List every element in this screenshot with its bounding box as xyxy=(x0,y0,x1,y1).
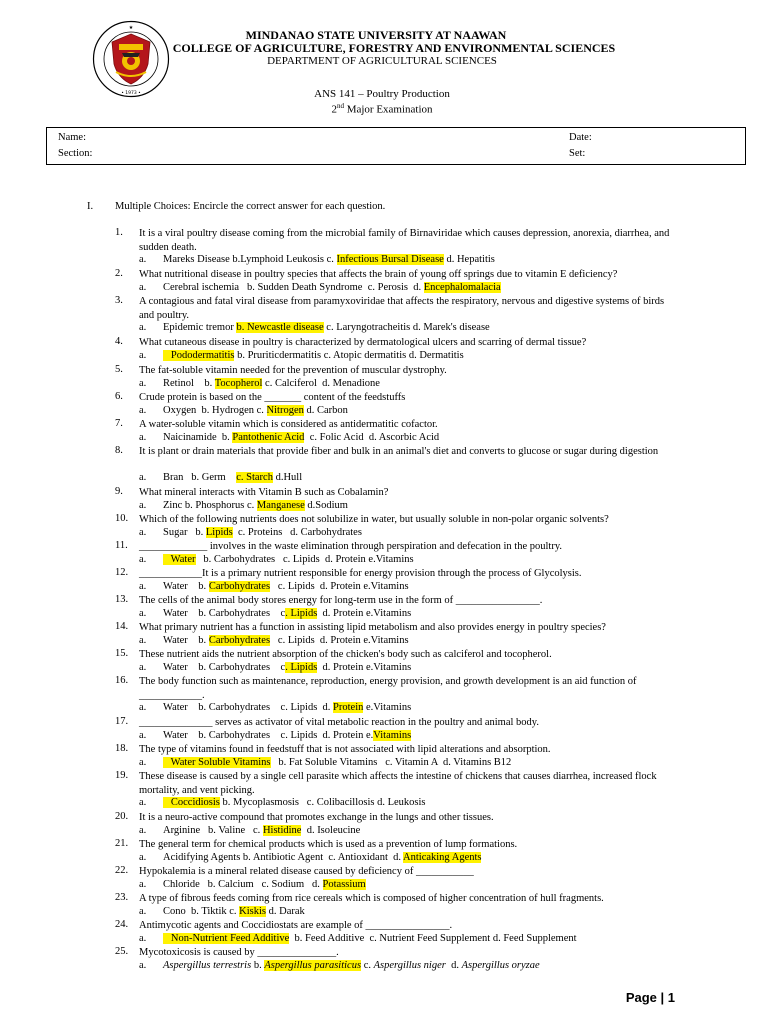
question-number: 17. xyxy=(115,716,129,727)
question-text: What primary nutrient has a function in assisting lipid metabolism and also provides energy in poultry species? xyxy=(139,622,606,633)
option-letter: a. xyxy=(139,702,147,713)
option-text: b. Fat Soluble Vitamins c. Vitamin A d. Vitamins B12 xyxy=(270,756,512,768)
question-text: ____________It is a primary nutrient responsible for energy provision through the process of Glycolysis. xyxy=(139,568,582,579)
question-number: 16. xyxy=(115,675,129,686)
option-letter: a. xyxy=(139,281,147,293)
question-text: The general term for chemical products which is used as a prevention of lump formations. xyxy=(139,839,518,850)
question-number: 10. xyxy=(115,513,129,524)
option-text: d. Hepatitis xyxy=(443,254,495,265)
page-number: Page | 1 xyxy=(625,990,675,1005)
option-text: b. xyxy=(251,959,265,971)
highlighted-answer[interactable]: c. Starch xyxy=(236,472,273,483)
option-text: Aspergillus oryzae xyxy=(461,959,540,971)
option-text: Water b. Carbohydrates c xyxy=(163,661,286,673)
exam-title: 2nd Major Examination xyxy=(331,102,433,116)
option-text: c. Calciferol d. Menadione xyxy=(262,377,380,389)
question-number: 13. xyxy=(115,594,129,605)
option-letter: a. xyxy=(139,932,147,944)
highlighted-answer[interactable]: Water xyxy=(163,553,196,565)
svg-text:• 1973 •: • 1973 • xyxy=(121,91,141,96)
answer-options[interactable] xyxy=(139,527,362,538)
option-text: d. Isoleucine xyxy=(301,824,361,836)
course-title: ANS 141 – Poultry Production xyxy=(314,88,450,100)
option-letter: a. xyxy=(139,959,147,971)
college-name: COLLEGE OF AGRICULTURE, FORESTRY AND ENVIRONMENTAL SCIENCES xyxy=(172,41,616,55)
option-text: d. Protein e.Vitamins xyxy=(317,607,412,619)
question-text: Antimycotic agents and Coccidiostats are example of ________________. xyxy=(139,920,453,931)
question-text: It is a neuro-active compound that promotes exchange in the lungs and other tissues. xyxy=(139,812,494,823)
option-text: Bran b. Germ xyxy=(163,472,237,483)
question-number: 5. xyxy=(115,364,123,375)
option-text: Water b. Carbohydrates c. Lipids d. Protein e. xyxy=(163,729,374,741)
option-letter: a. xyxy=(139,349,147,361)
option-text: b. Carbohydrates c. Lipids d. Protein e.Vitamins xyxy=(195,553,414,565)
highlighted-answer[interactable]: Protein xyxy=(333,702,364,713)
option-text: Chloride b. Calcium c. Sodium d. xyxy=(163,878,323,890)
question-text: It is plant or drain materials that provide fiber and bulk in an animal's diet and converts to glucose or sugar during digestion xyxy=(139,446,659,457)
question-number: 15. xyxy=(115,648,129,659)
answer-options[interactable] xyxy=(139,322,490,333)
option-letter: a. xyxy=(139,905,147,917)
department-name: DEPARTMENT OF AGRICULTURAL SCIENCES xyxy=(267,55,497,67)
question-number: 20. xyxy=(115,811,129,822)
highlighted-answer[interactable]: Tocopherol xyxy=(214,377,263,389)
question-text: What nutritional disease in poultry species that affects the brain of young off springs due to vitamin E deficiency? xyxy=(139,269,618,280)
question-number: 23. xyxy=(115,892,129,903)
highlighted-answer[interactable]: Carbohydrates xyxy=(208,634,271,646)
option-letter: a. xyxy=(139,377,147,389)
option-text: d.Hull xyxy=(272,472,303,483)
option-text: Cono b. Tiktik c. xyxy=(163,905,240,917)
option-text: Aspergillus niger xyxy=(373,959,446,971)
option-text: d.Sodium xyxy=(304,499,348,511)
answer-options[interactable] xyxy=(139,378,380,389)
option-text: c. Proteins d. Carbohydrates xyxy=(232,526,362,538)
student-info-box xyxy=(46,127,746,165)
question-text: Mycotoxicosis is caused by _______________. xyxy=(139,947,339,958)
option-text: e.Vitamins xyxy=(363,702,412,713)
question-number: 3. xyxy=(115,295,123,306)
question-number: 12. xyxy=(115,567,129,578)
question-number: 24. xyxy=(115,919,129,930)
option-text: Aspergillus terrestris xyxy=(163,959,252,971)
option-letter: a. xyxy=(139,878,147,890)
option-text: Epidemic tremor xyxy=(163,322,237,333)
answer-options[interactable] xyxy=(139,350,464,361)
answer-options[interactable] xyxy=(139,432,439,443)
option-text: Naicinamide b. xyxy=(163,431,233,443)
question-number: 22. xyxy=(115,865,129,876)
highlighted-answer[interactable]: Aspergillus parasiticus xyxy=(264,959,362,971)
highlighted-answer[interactable]: Vitamins xyxy=(373,729,412,741)
option-text: d. Protein e.Vitamins xyxy=(317,661,412,673)
svg-text:★: ★ xyxy=(128,25,134,31)
highlighted-answer[interactable]: Potassium xyxy=(322,878,366,890)
highlighted-answer[interactable]: Pantothenic Acid xyxy=(232,431,305,443)
option-text: d. Darak xyxy=(266,905,305,917)
option-letter: a. xyxy=(139,634,147,646)
question-text: The cells of the animal body stores energy for long-term use in the form of ________________. xyxy=(139,595,543,606)
question-number: 8. xyxy=(115,445,123,456)
question-number: 7. xyxy=(115,418,123,429)
question-text: Hypokalemia is a mineral related disease caused by deficiency of ___________ xyxy=(139,866,474,877)
option-text: Arginine b. Valine c. xyxy=(163,824,263,836)
section-instruction: Multiple Choices: Encircle the correct answer for each question. xyxy=(115,201,386,212)
date-label: Date: xyxy=(569,132,592,143)
question-number: 19. xyxy=(115,770,129,781)
highlighted-answer[interactable]: Non-Nutrient Feed Additive xyxy=(163,932,290,944)
question-number: 1. xyxy=(115,227,123,238)
highlighted-answer[interactable]: Coccidiosis xyxy=(163,797,220,808)
option-text: Oxygen b. Hydrogen c. xyxy=(163,404,267,416)
question-text: It is a viral poultry disease coming from the microbial family of Birnaviridae which causes depression, anorexia, diarrhea, and sudden death. xyxy=(139,228,670,253)
option-letter: a. xyxy=(139,797,147,808)
highlighted-answer[interactable]: Nitrogen xyxy=(266,404,304,416)
option-letter: a. xyxy=(139,254,147,265)
question-text: The fat-soluble vitamin needed for the prevention of muscular dystrophy. xyxy=(139,365,447,376)
option-letter: a. xyxy=(139,661,147,673)
option-text: Water b. xyxy=(163,634,209,646)
highlighted-answer[interactable]: Water Soluble Vitamins xyxy=(163,756,271,768)
option-text: Acidifying Agents b. Antibiotic Agent c. Antioxidant d. xyxy=(163,851,404,863)
answer-options[interactable] xyxy=(139,879,366,890)
question-text: A type of fibrous feeds coming from rice cereals which is composed of higher concentration of hull fragments. xyxy=(139,893,604,904)
highlighted-answer[interactable]: Histidine xyxy=(262,824,302,836)
option-letter: a. xyxy=(139,756,147,768)
highlighted-answer[interactable]: b. Newcastle disease xyxy=(236,322,324,333)
question-number: 21. xyxy=(115,838,129,849)
question-text: What cutaneous disease in poultry is characterized by dermatological ulcers and scarring of dermal tissue? xyxy=(139,337,587,348)
answer-options[interactable] xyxy=(139,825,360,836)
highlighted-answer[interactable]: Lipids xyxy=(205,526,233,538)
option-letter: a. xyxy=(139,404,147,416)
answer-options[interactable] xyxy=(139,581,409,592)
question-text: ______________ serves as activator of vital metabolic reaction in the poultry and animal body. xyxy=(139,717,539,728)
option-text: Sugar b. xyxy=(163,526,206,538)
option-text: d. Carbon xyxy=(303,404,348,416)
answer-options[interactable] xyxy=(139,702,411,713)
question-number: 2. xyxy=(115,268,123,279)
answer-options[interactable] xyxy=(139,472,302,483)
question-number: 11. xyxy=(115,540,128,551)
highlighted-answer[interactable]: Kiskis xyxy=(239,905,266,917)
option-text: b. Mycoplasmosis c. Colibacillosis d. Leukosis xyxy=(219,797,426,808)
highlighted-answer[interactable]: Infectious Bursal Disease xyxy=(336,254,444,265)
highlighted-answer[interactable]: . Lipids xyxy=(285,607,318,619)
question-text: The type of vitamins found in feedstuff that is not associated with lipid alterations and absorption. xyxy=(139,744,551,755)
answer-options[interactable] xyxy=(139,405,348,416)
option-letter: a. xyxy=(139,431,147,443)
option-text: c. xyxy=(361,959,374,971)
answer-options[interactable] xyxy=(139,662,411,673)
question-text: A contagious and fatal viral disease from paramyxoviridae that affects the respiratory, nervous and digestive systems of birds and poultry. xyxy=(139,296,665,321)
option-text: b. Pruriticdermatitis c. Atopic dermatitis d. Dermatitis xyxy=(234,349,464,361)
answer-options[interactable] xyxy=(139,554,414,565)
set-label: Set: xyxy=(569,148,586,159)
question-text: Which of the following nutrients does not solubilize in water, but usually soluble in non-polar organic solvents? xyxy=(139,514,609,525)
university-name: MINDANAO STATE UNIVERSITY AT NAAWAN xyxy=(245,28,507,42)
answer-options[interactable] xyxy=(139,852,481,863)
highlighted-answer[interactable]: Encephalomalacia xyxy=(423,281,501,293)
highlighted-answer[interactable]: Manganese xyxy=(256,499,305,511)
answer-options[interactable] xyxy=(139,933,577,944)
question-number: 25. xyxy=(115,946,129,957)
question-text: Crude protein is based on the _______ content of the feedstuffs xyxy=(139,392,406,403)
question-number: 9. xyxy=(115,486,123,497)
answer-options[interactable] xyxy=(139,797,426,808)
question-text: These disease is caused by a single cell parasite which affects the intestine of chickens that causes diarrhea, increased flock mortality, and vent picking. xyxy=(139,771,657,796)
question-number: 14. xyxy=(115,621,129,632)
option-letter: a. xyxy=(139,472,147,483)
highlighted-answer[interactable]: . Lipids xyxy=(285,661,318,673)
option-text: Retinol b. xyxy=(163,377,215,389)
answer-options[interactable] xyxy=(139,730,411,741)
highlighted-answer[interactable]: Anticaking Agents xyxy=(403,851,482,863)
answer-options[interactable] xyxy=(139,608,411,619)
option-letter: a. xyxy=(139,526,147,538)
answer-options[interactable] xyxy=(139,757,511,768)
option-letter: a. xyxy=(139,729,147,741)
option-letter: a. xyxy=(139,824,147,836)
question-number: 4. xyxy=(115,336,123,347)
question-text: These nutrient aids the nutrient absorption of the chicken's body such as calciferol and tocopherol. xyxy=(139,649,552,660)
question-text: The body function such as maintenance, reproduction, energy provision, and growth development is an aid function of ____________. xyxy=(139,676,637,701)
section-label: Section: xyxy=(58,148,93,159)
question-number: 6. xyxy=(115,391,123,402)
answer-options[interactable] xyxy=(139,906,305,917)
option-text: c. Laryngotracheitis d. Marek's disease xyxy=(323,322,490,333)
option-text: Mareks Disease b.Lymphoid Leukosis c. xyxy=(163,254,337,265)
question-text: What mineral interacts with Vitamin B such as Cobalamin? xyxy=(139,487,389,498)
option-text: c. Folic Acid d. Ascorbic Acid xyxy=(304,431,440,443)
option-letter: a. xyxy=(139,580,147,592)
question-text: A water-soluble vitamin which is considered as antidermatitic cofactor. xyxy=(139,419,438,430)
answer-options[interactable] xyxy=(139,282,501,293)
option-text: Cerebral ischemia b. Sudden Death Syndrome c. Perosis d. xyxy=(163,281,424,293)
answer-options[interactable] xyxy=(139,254,495,265)
highlighted-answer[interactable]: Pododermatitis xyxy=(163,349,235,361)
option-text: Water b. xyxy=(163,580,209,592)
answer-options[interactable] xyxy=(139,960,540,971)
option-letter: a. xyxy=(139,499,147,511)
option-text: c. Lipids d. Protein e.Vitamins xyxy=(270,580,409,592)
highlighted-answer[interactable]: Carbohydrates xyxy=(208,580,271,592)
option-text: c. Lipids d. Protein e.Vitamins xyxy=(270,634,409,646)
option-text: Water b. Carbohydrates c. Lipids d. xyxy=(163,702,334,713)
option-letter: a. xyxy=(139,851,147,863)
name-label: Name: xyxy=(58,132,86,143)
option-letter: a. xyxy=(139,607,147,619)
question-number: 18. xyxy=(115,743,129,754)
question-text: _____________ involves in the waste elimination through perspiration and defecation in the poultry. xyxy=(139,541,563,552)
option-text: b. Feed Additive c. Nutrient Feed Supplement d. Feed Supplement xyxy=(289,932,577,944)
answer-options[interactable] xyxy=(139,500,348,511)
option-letter: a. xyxy=(139,322,147,333)
section-number: I. xyxy=(87,201,94,212)
option-letter: a. xyxy=(139,553,147,565)
option-text: d. xyxy=(445,959,462,971)
option-text: Water b. Carbohydrates c xyxy=(163,607,286,619)
option-text: Zinc b. Phosphorus c. xyxy=(163,499,257,511)
answer-options[interactable] xyxy=(139,635,409,646)
